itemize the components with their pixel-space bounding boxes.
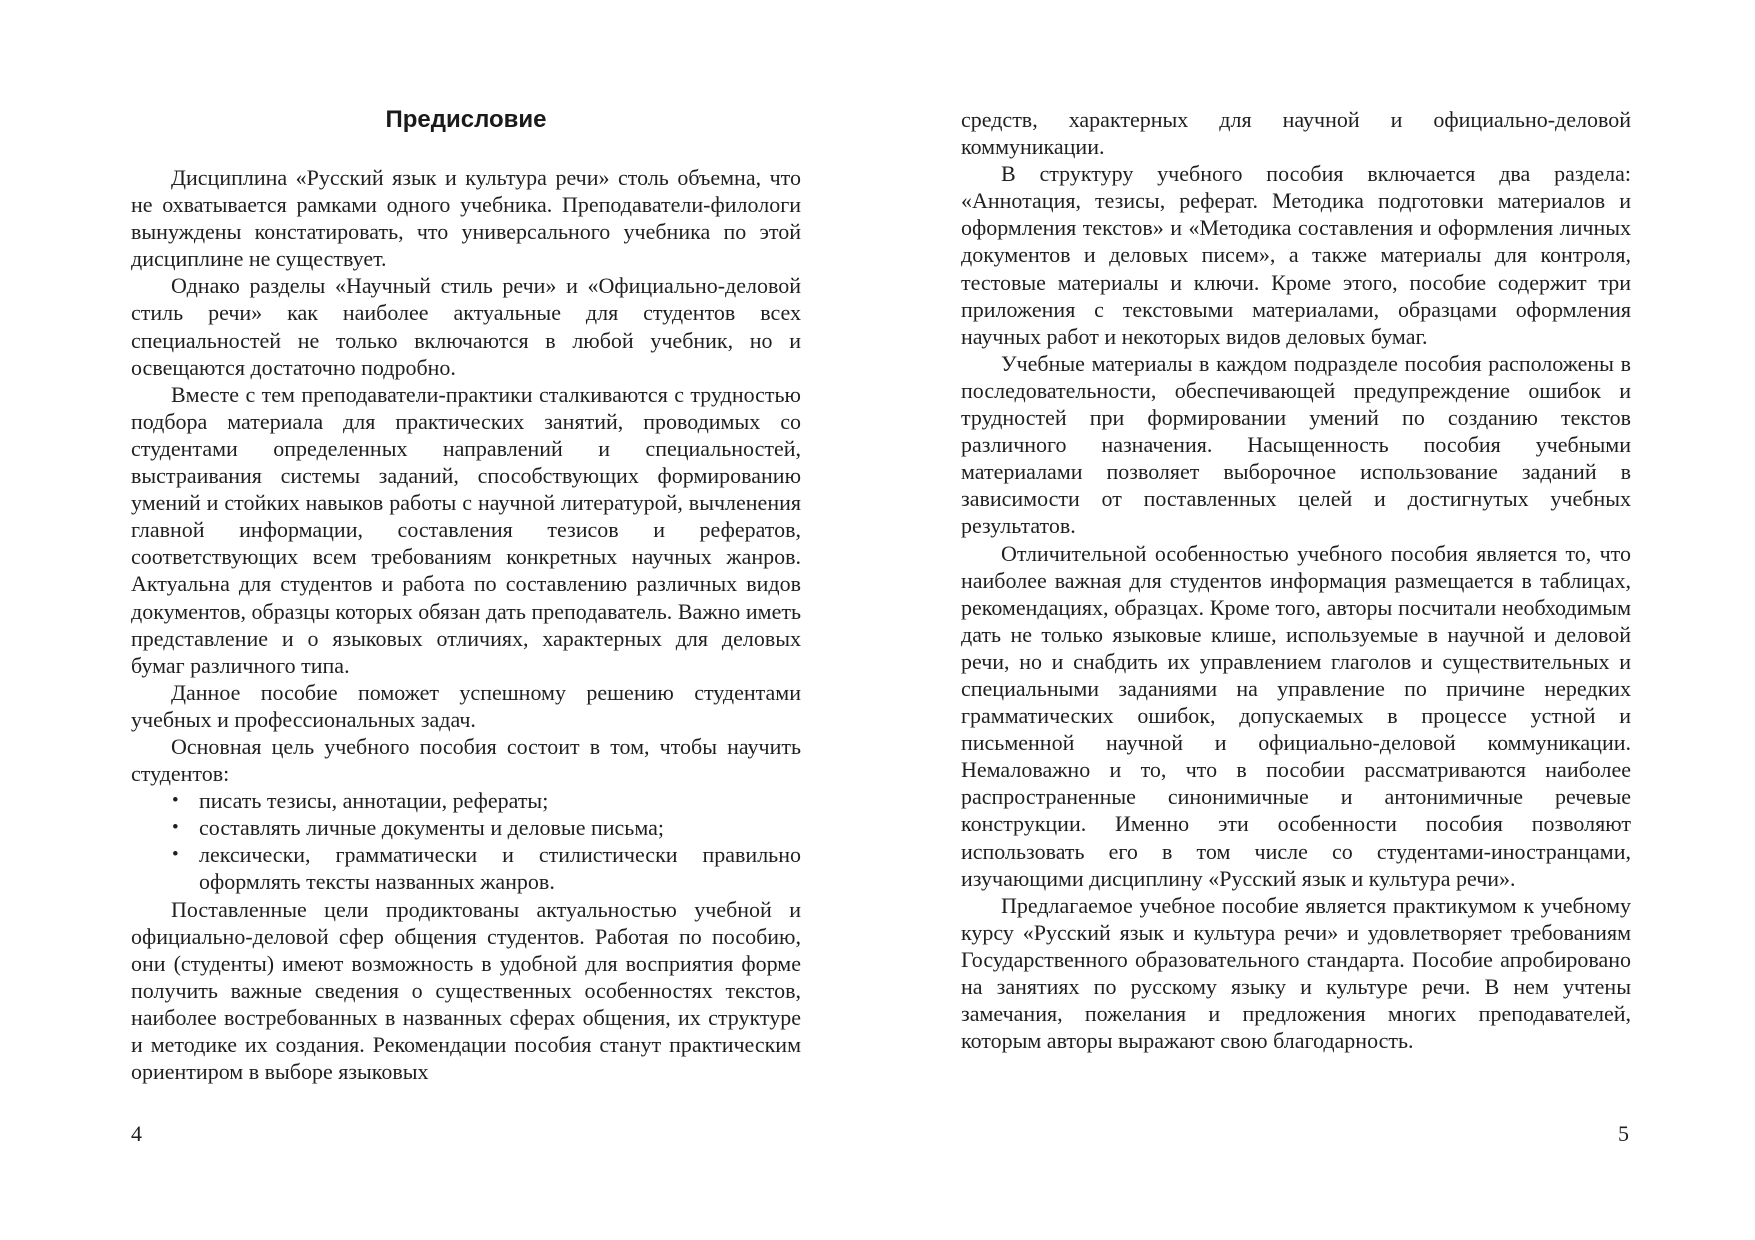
page-number: 4 xyxy=(131,1121,142,1146)
paragraph: Учебные материалы в каждом подразделе пособия расположены в последовательности, обеспечивающей предупреждение ошибок и трудностей при формировании умений по созданию текстов различного назначения. Насыщенность пособия учебными материалами позволяет выборочное использование заданий в зависимости от поставленных целей и достигнутых учебных результатов. xyxy=(961,350,1631,539)
paragraph: Предлагаемое учебное пособие является практикумом к учебному курсу «Русский язык и культура речи» и удовлетворяет требованиям Государственного образовательного стандарта. Пособие апробировано на занятиях по русскому языку и культуре речи. В нем учтены замечания, пожелания и предложения многих преподавателей, которым авторы выражают свою благодарность. xyxy=(961,892,1631,1054)
left-page-body xyxy=(131,164,801,1085)
paragraph: В структуру учебного пособия включается два раздела: «Аннотация, тезисы, реферат. Методика подготовки материалов и оформления текстов» и «Методика составления и оформления личных документов и деловых писем», а также материалы для контроля, тестовые материалы и ключи. Кроме этого, пособие содержит три приложения с текстовыми материалами, образцами оформления научных работ и некоторых видов деловых бумаг. xyxy=(961,161,1631,349)
list-item: • составлять личные документы и деловые письма; xyxy=(172,814,801,841)
paragraph: Данное пособие поможет успешному решению студентами учебных и профессиональных задач. xyxy=(131,679,801,732)
list-item: • лексически, грамматически и стилистически правильно оформлять тексты названных жанров. xyxy=(172,841,801,895)
continuation-text: средств, характерных для научной и официально-деловой коммуникации. xyxy=(961,107,1631,160)
paragraph: Однако разделы «Научный стиль речи» и «Официально-деловой стиль речи» как наиболее актуальные для студентов всех специальностей не только включаются в любой учебник, но и освещаются достаточно подробно. xyxy=(131,273,801,380)
paragraph: Дисциплина «Русский язык и культура речи» столь объемна, что не охватывается рамками одного учебника. Преподаватели-филологи вынуждены констатировать, что универсального учебника по этой дисциплине не существует. xyxy=(131,165,801,272)
list-item: • писать тезисы, аннотации, рефераты; xyxy=(172,787,801,814)
page-number: 5 xyxy=(1618,1121,1629,1146)
paragraph: Основная цель учебного пособия состоит в том, чтобы научить студентов: xyxy=(131,733,801,787)
page-title: Предисловие xyxy=(385,106,547,133)
right-page-body xyxy=(961,106,1631,1054)
right-page xyxy=(877,0,1755,1240)
paragraph: Отличительной особенностью учебного пособия является то, что наиболее важная для студентов информация размещается в таблицах, рекомендациях, образцах. Кроме того, авторы посчитали необходимым дать не только языковые клише, используемые в научной и деловой речи, но и снабдить их управлением глаголов и существительных и специальными заданиями на управление по причине нередких грамматических ошибок, допускаемых в процессе устной и письменной научной и официально-деловой коммуникации. Немаловажно и то, что в пособии рассматриваются наиболее распространенные синонимичные и антонимичные речевые конструкции. Именно эти особенности пособия позволяют использовать его в том числе со студентами-иностранцами, изучающими дисциплину «Русский язык и культура речи». xyxy=(961,540,1631,891)
left-page xyxy=(0,0,877,1240)
goals-list xyxy=(131,787,801,895)
paragraph: Поставленные цели продиктованы актуальностью учебной и официально-деловой сфер общения студентов. Работая по пособию, они (студенты) имеют возможность в удобной для восприятия форме получить важные сведения о существенных особенностях текстов, наиболее востребованных в названных сферах общения, их структуре и методике их создания. Рекомендации пособия станут практическим ориентиром в выборе языковых xyxy=(131,896,801,1085)
paragraph: Вместе с тем преподаватели-практики сталкиваются с трудностью подбора материала для практических занятий, проводимых со студентами определенных направлений и специальностей, выстраивания системы заданий, способствующих формированию умений и стойких навыков работы с научной литературой, вычленения главной информации, составления тезисов и рефератов, соответствующих всем требованиям конкретных научных жанров. Актуальна для студентов и работа по составлению различных видов документов, образцы которых обязан дать преподаватель. Важно иметь представление и о языковых отличиях, характерных для деловых бумаг различного типа. xyxy=(131,381,801,678)
